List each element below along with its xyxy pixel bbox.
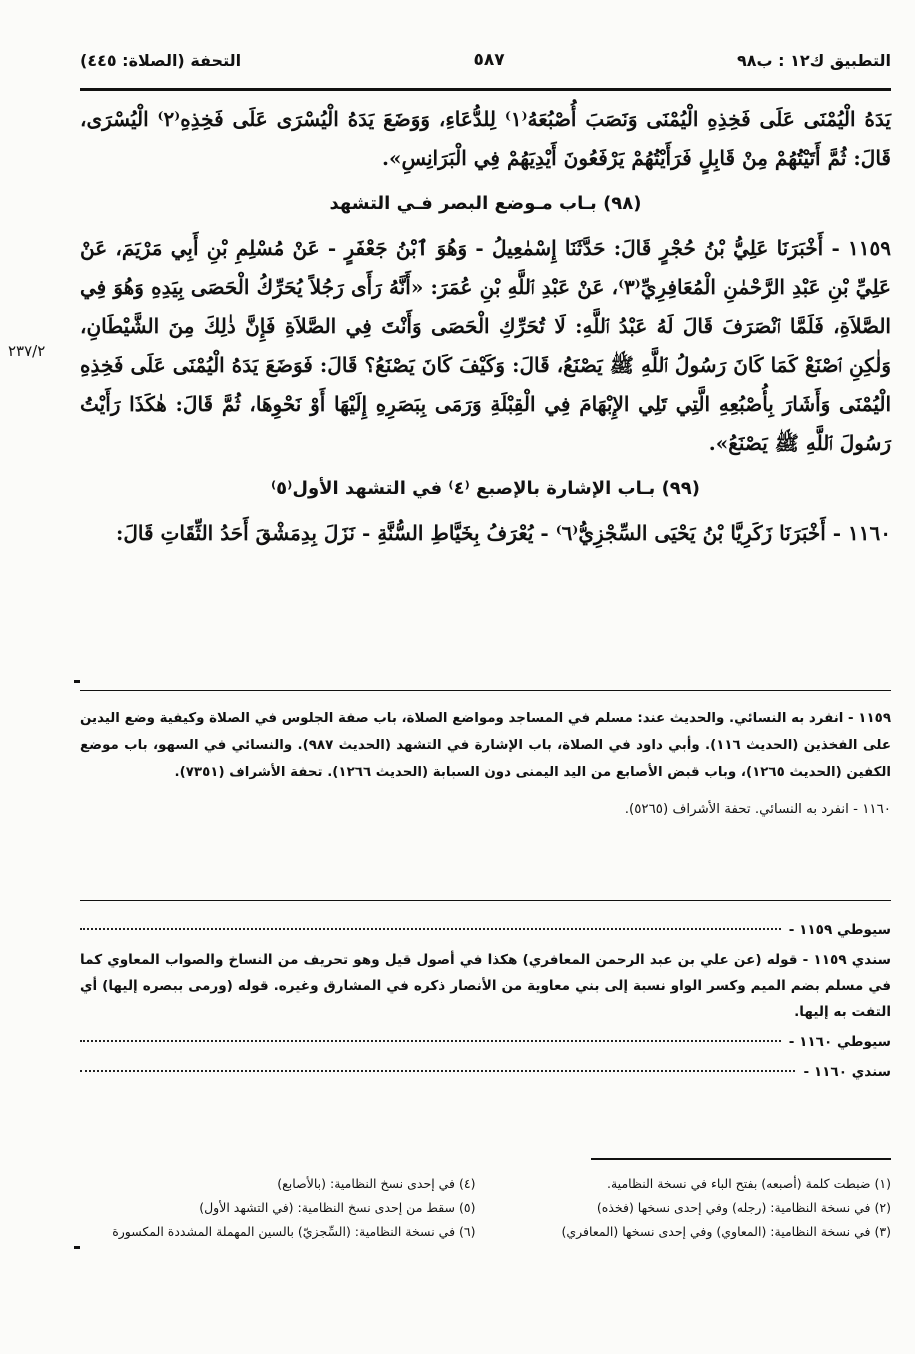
footnote-3: (٣) في نسخة النظامية: (المعاوي) وفي إحدى نسخها (المعافري) (561, 1224, 891, 1239)
dotted-leader (80, 1070, 795, 1072)
commentary-label: سندي ١١٦٠ - (803, 1064, 891, 1080)
margin-mark (74, 680, 80, 683)
footnote-6: (٦) في نسخة النظامية: (السِّجزيّ) بالسين المهملة المشددة المكسورة (112, 1224, 476, 1239)
header-right-ref: التطبيق ك١٢ : ب٩٨ (736, 50, 891, 70)
commentary-suyuti-1159 (80, 917, 891, 943)
page-number: ٥٨٧ (473, 50, 505, 70)
hadith-1160: ١١٦٠ - أَخْبَرَنَا زَكَرِيَّا بْنُ يَحْيَى السِّجْزِيُّ⁽٦⁾ - يُعْرَفُ بِخَيَّاطِ السُّنَّةِ - نَزَلَ بِدِمَشْقَ أَحَدُ الثِّقَاتِ قَالَ: (115, 521, 891, 545)
chapter-heading-99: (٩٩) بـاب الإشارة بالإصبع ⁽٤⁾ في التشهد الأول⁽٥⁾ (270, 478, 701, 499)
footnote-4: (٤) في إحدى نسخ النظامية: (بالأصابع) (277, 1176, 476, 1191)
header-rule (80, 88, 891, 91)
footnote-1: (١) ضبطت كلمة (أصبعه) بفتح الباء في نسخة النظامية. (607, 1176, 891, 1191)
commentary-label: سيوطي ١١٦٠ - (788, 1034, 891, 1050)
footnotes-right-column (496, 1172, 892, 1244)
commentary-label: سيوطي ١١٥٩ - (788, 922, 891, 938)
page-header (80, 40, 891, 80)
note-1159: ١١٥٩ - انفرد به النسائي. والحديث عند: مسلم في المساجد ومواضع الصلاة، باب صفة الجلوس في الصلاة وكيفية وضع اليدين على الفخذين (الحديث ١١٦). وأبي داود في الصلاة، باب الإشارة في التشهد (الحديث ٩٨٧). والنسائي في السهو، باب موضع الكفين (الحديث ١٢٦٥)، وباب قبض الأصابع من اليد اليمنى دون السبابة (الحديث ١٢٦٦). تحفة الأشراف (٧٣٥١). (80, 711, 891, 780)
dotted-leader (80, 1040, 781, 1042)
margin-page-reference: ٢٣٧/٢ (8, 342, 46, 360)
note-1160: ١١٦٠ - انفرد به النسائي. تحفة الأشراف (٥٢٦٥). (624, 802, 891, 817)
hadith-1159: ١١٥٩ - أَخْبَرَنَا عَلِيُّ بْنُ حُجْرٍ قَالَ: حَدَّثَنَا إِسْمٰعِيلُ - وَهُوَ ٱبْنُ جَعْفَرٍ - عَنْ مُسْلِمِ بْنِ أَبِي مَرْيَمَ، عَنْ عَلِيِّ بْنِ عَبْدِ الرَّحْمٰنِ الْمُعَافِرِيِّ⁽٣⁾، عَنْ عَبْدِ ٱللَّهِ بْنِ عُمَرَ: «أَنَّهُ رَأَى رَجُلاً يُحَرِّكُ الْحَصَى بِيَدِهِ وَهُوَ فِي الصَّلاَةِ، فَلَمَّا ٱنْصَرَفَ قَالَ لَهُ عَبْدُ ٱللَّهِ: لَا تُحَرِّكِ الْحَصَى وَأَنْتَ فِي الصَّلاَةِ فَإِنَّ ذٰلِكَ مِنَ الشَّيْطَانِ، وَلٰكِنِ ٱصْنَعْ كَمَا كَانَ رَسُولُ ٱللَّهِ ﷺ يَصْنَعُ، قَالَ: وَكَيْفَ كَانَ يَصْنَعُ؟ قَالَ: فَوَضَعَ يَدَهُ الْيُمْنَى عَلَى فَخِذِهِ الْيُمْنَى وَأَشَارَ بِأُصْبُعِهِ الَّتِي تَلِي الإِبْهَامَ فِي الْقِبْلَةِ وَرَمَى بِبَصَرِهِ إِلَيْهَا أَوْ نَحْوِهَا، ثُمَّ قَالَ: هٰكَذَا رَأَيْتُ رَسُولَ ٱللَّهِ ﷺ يَصْنَعُ». (80, 236, 891, 455)
commentary-section (80, 900, 891, 1089)
footnote-2: (٢) في نسخة النظامية: (رجله) وفي إحدى نسخها (فخذه) (596, 1200, 891, 1215)
footnote-5: (٥) سقط من إحدى نسخ النظامية: (في التشهد الأول) (199, 1200, 476, 1215)
paragraph-continuation: يَدَهُ الْيُمْنَى عَلَى فَخِذِهِ الْيُمْنَى وَنَصَبَ أُصْبُعَهُ⁽١⁾ لِلدُّعَاءِ، وَوَضَعَ يَدَهُ الْيُسْرَى عَلَى فَخِذِهِ⁽٢⁾ الْيُسْرَى، قَالَ: ثُمَّ أَتَيْتُهُمْ مِنْ قَابِلٍ فَرَأَيْتُهُمْ يَرْفَعُونَ أَيْدِيَهُمْ فِي الْبَرَانِسِ». (80, 107, 891, 170)
margin-mark (74, 1246, 80, 1249)
main-text (80, 100, 891, 553)
footnote-rule (591, 1158, 891, 1160)
commentary-sindi-1160 (80, 1059, 891, 1085)
takhrij-notes (80, 690, 891, 833)
commentary-suyuti-1160 (80, 1029, 891, 1055)
commentary-sindi-1159: سندي ١١٥٩ - قوله (عن علي بن عبد الرحمن المعافري) هكذا في أصول قيل وهو تحريف من النساخ والصواب المعاوي كما في مسلم بضم الميم وكسر الواو نسبة إلى بني معاوية من الأنصار ذكره في المشارق وغيره. قوله (ورمى ببصره إليها) أي التفت به إليها. (80, 952, 891, 1020)
header-left-ref: التحفة (الصلاة: ٤٤٥) (80, 50, 242, 70)
chapter-heading-98: (٩٨) بـاب مـوضع البصر فـي التشهد (329, 193, 642, 214)
dotted-leader (80, 928, 781, 930)
footnotes-left-column (80, 1172, 476, 1244)
footnotes (80, 1172, 891, 1244)
